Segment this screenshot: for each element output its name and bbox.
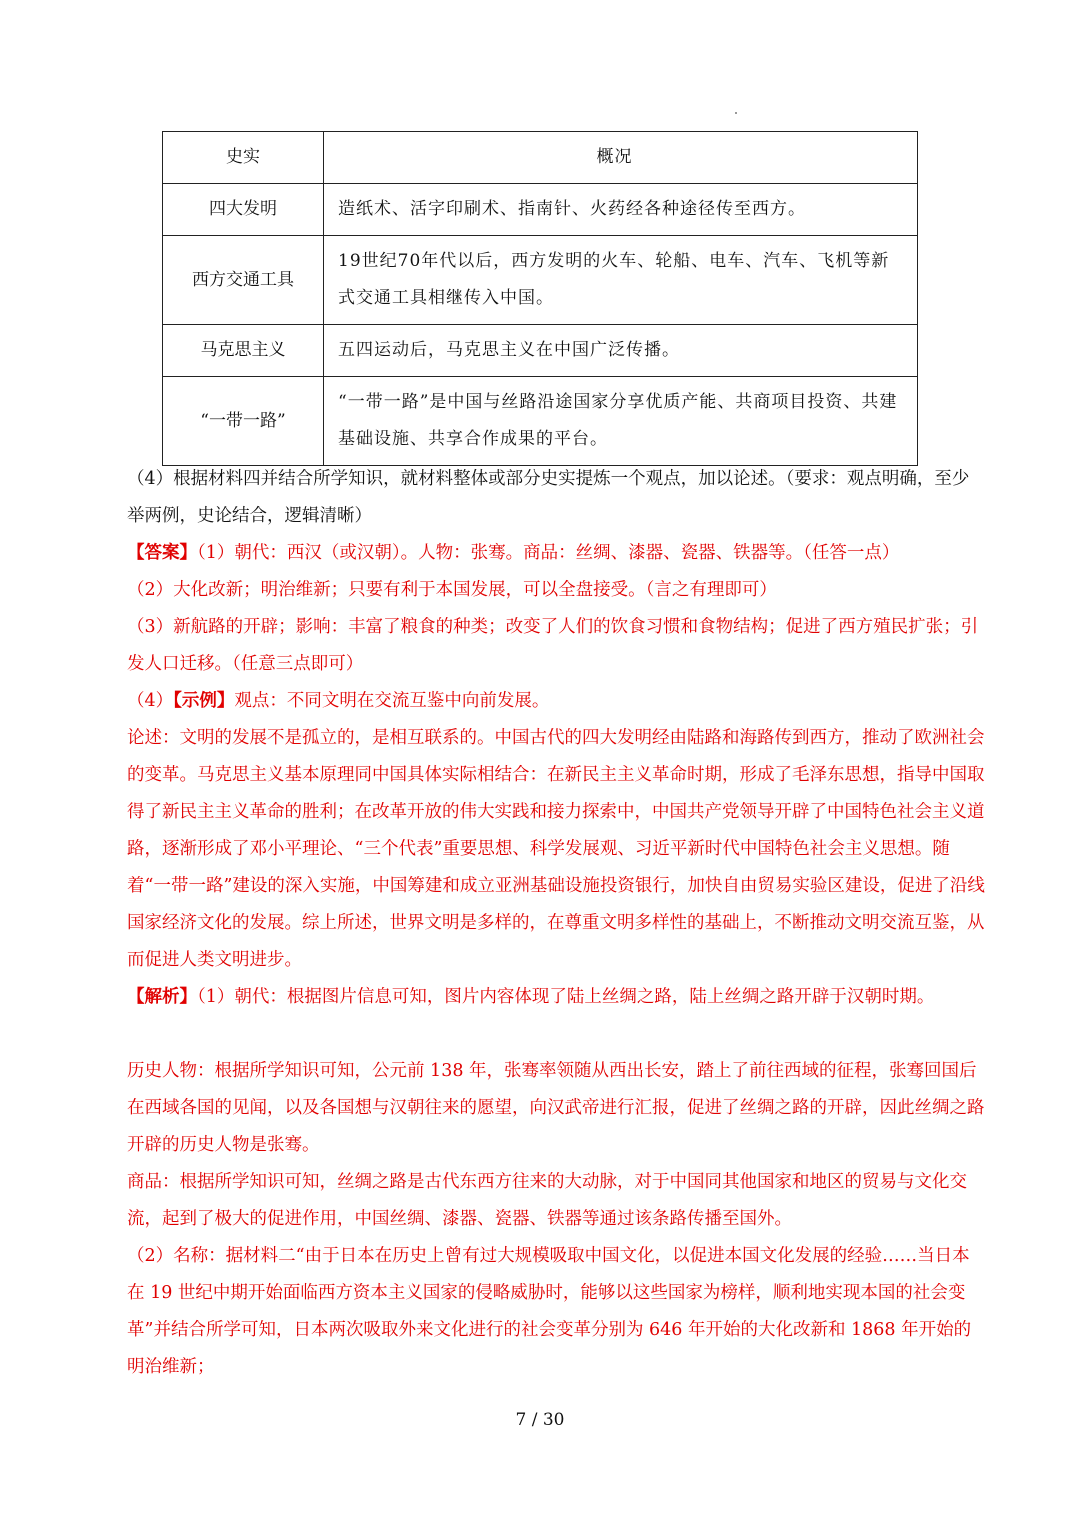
facts-table — [162, 131, 918, 466]
table-row — [163, 184, 918, 236]
table-row — [163, 377, 918, 466]
analysis-figure: 历史人物：根据所学知识可知，公元前 138 年，张骞率领随从西出长安，踏上了前往西域的征程，张骞回国后在西域各国的见闻，以及各国想与汉朝往来的愿望，向汉武帝进行汇报，促进了丝绸之路的开辟，因此丝绸之路开辟的历史人物是张骞。 — [127, 1061, 985, 1155]
answer-part-4-prefix: （4） — [127, 691, 174, 711]
row-overview: 五四运动后，马克思主义在中国广泛传播。 — [324, 325, 918, 377]
page-number: 7 / 30 — [515, 1410, 565, 1430]
analysis-tag: 【解析】 — [127, 987, 197, 1007]
answer-part-4 — [127, 683, 985, 720]
row-overview: “一带一路”是中国与丝路沿途国家分享优质产能、共商项目投资、共建基础设施、共享合作成果的平台。 — [324, 377, 918, 466]
answer-part-4-viewpoint: 观点：不同文明在交流互鉴中向前发展。 — [234, 691, 550, 711]
analysis-goods: 商品：根据所学知识可知，丝绸之路是古代东西方往来的大动脉，对于中国同其他国家和地区的贸易与文化交流，起到了极大的促进作用，中国丝绸、漆器、瓷器、铁器等通过该条路传播至国外。 — [127, 1172, 967, 1229]
analysis-part-1: （1）朝代：根据图片信息可知，图片内容体现了陆上丝绸之路，陆上丝绸之路开辟于汉朝时期。 — [197, 987, 935, 1007]
analysis-line-1 — [127, 979, 985, 1016]
answer-line-1 — [127, 535, 985, 572]
question-4: （4）根据材料四并结合所学知识，就材料整体或部分史实提炼一个观点，加以论述。（要求：观点明确，至少举两例，史论结合，逻辑清晰） — [127, 469, 970, 526]
row-fact: 马克思主义 — [163, 325, 324, 377]
answer-part-1: （1）朝代：西汉（或汉朝）。人物：张骞。商品：丝绸、漆器、瓷器、铁器等。（任答一点） — [197, 543, 900, 563]
header-fact: 史实 — [163, 132, 324, 184]
header-overview: 概况 — [324, 132, 918, 184]
answer-part-3: （3）新航路的开辟；影响：丰富了粮食的种类；改变了人们的饮食习惯和食物结构；促进了西方殖民扩张；引发人口迁移。（任意三点即可） — [127, 617, 979, 674]
table-row — [163, 325, 918, 377]
row-overview: 造纸术、活字印刷术、指南针、火药经各种途径传至西方。 — [324, 184, 918, 236]
row-fact: “一带一路” — [163, 377, 324, 466]
table-header-row — [163, 132, 918, 184]
analysis-part-2: （2）名称：据材料二“由于日本在历史上曾有过大规模吸取中国文化，以促进本国文化发展的经验……当日本在 19 世纪中期开始面临西方资本主义国家的侵略威胁时，能够以这些国家为榜样，顺利地实现本国的社会变革”并结合所学可知，日本两次吸取外来文化进行的社会变革分别为 646 年开始的大化改新和 1868 年开始的明治维新； — [127, 1246, 972, 1377]
answer-tag: 【答案】 — [127, 543, 197, 563]
stray-dot — [735, 112, 737, 114]
row-fact: 四大发明 — [163, 184, 324, 236]
answer-part-2: （2）大化改新；明治维新；只要有利于本国发展，可以全盘接受。（言之有理即可） — [127, 580, 777, 600]
example-tag: 【示例】 — [173, 691, 235, 711]
row-overview: 19世纪70年代以后，西方发明的火车、轮船、电车、汽车、飞机等新式交通工具相继传入中国。 — [324, 236, 918, 325]
table-row — [163, 236, 918, 325]
answer-argument: 论述：文明的发展不是孤立的，是相互联系的。中国古代的四大发明经由陆路和海路传到西方，推动了欧洲社会的变革。马克思主义基本原理同中国具体实际相结合：在新民主主义革命时期，形成了毛泽东思想，指导中国取得了新民主主义革命的胜利；在改革开放的伟大实践和接力探索中，中国共产党领导开辟了中国特色社会主义道路，逐渐形成了邓小平理论、“三个代表”重要思想、科学发展观、习近平新时代中国特色社会主义思想。随着“一带一路”建设的深入实施，中国筹建和成立亚洲基础设施投资银行，加快自由贸易实验区建设，促进了沿线国家经济文化的发展。综上所述，世界文明是多样的，在尊重文明多样性的基础上，不断推动文明交流互鉴，从而促进人类文明进步。 — [127, 728, 985, 970]
row-fact: 西方交通工具 — [163, 236, 324, 325]
